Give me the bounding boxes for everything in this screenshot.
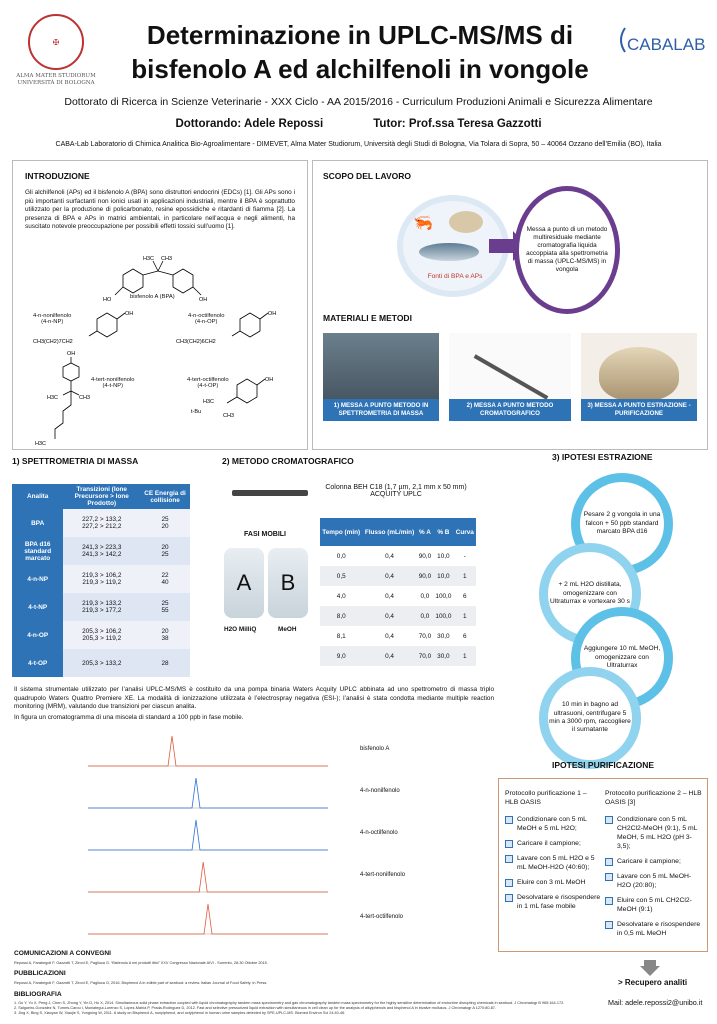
bib-heading: BIBLIOGRAFIA (14, 991, 62, 998)
scopo-box (312, 160, 708, 450)
ce-value: 38 (161, 635, 169, 642)
gradient-cell: 30,0 (437, 632, 450, 640)
chromatogram-trace (88, 736, 328, 766)
gradient-col-header: % A (417, 518, 434, 546)
fonti-label: Fonti di BPA e APs (427, 273, 483, 280)
gradient-cell: 0,4 (362, 606, 416, 626)
gradient-cell: 90,0 (418, 552, 432, 560)
bpa-label: bisfenolo A (BPA) (130, 294, 175, 300)
np-structure (33, 309, 143, 349)
table-row (320, 586, 476, 606)
checkbox-icon (605, 816, 613, 824)
gradient-cell: 70,0 (417, 646, 434, 666)
gradient-cell: 0,4 (362, 646, 416, 666)
analita-cell: 4-t-NP (12, 593, 63, 621)
gradient-cell: 0,4 (385, 552, 394, 560)
gradient-cell: 6 (462, 592, 467, 600)
gradient-cell: 1 (454, 606, 476, 626)
top-tbu: t-Bu (191, 409, 202, 415)
np-chain: CH3(CH2)7CH2 (33, 339, 73, 345)
purification-step-text: Eluire con 3 mL MeOH (517, 879, 586, 886)
analita-cell: BPA (12, 509, 63, 537)
ce-cell (140, 621, 190, 649)
top-oh: OH (265, 377, 274, 383)
trans-value: 219,3 > 106,2 (82, 572, 122, 579)
purificazione-heading: IPOTESI PURIFICAZIONE (552, 760, 655, 770)
gradient-cell: 0,5 (320, 566, 362, 586)
title-line2: bisfenolo A ed alchilfenoli in vongole (131, 54, 589, 84)
gradient-cell: - (463, 552, 466, 560)
spettrometria-col-header: Transizioni (Ione Precursore > Ione Prodotto) (63, 484, 140, 509)
bpa-structure (103, 253, 223, 313)
trans-cell (63, 649, 140, 677)
purification-step (505, 839, 601, 848)
checkbox-icon (605, 873, 613, 881)
purification-step (605, 896, 705, 914)
top-h3c: H3C (203, 399, 215, 405)
ce-cell (140, 565, 190, 593)
gradient-cell: 1 (454, 566, 476, 586)
purificazione-box (498, 778, 708, 952)
purification-step-text: Caricare il campione; (517, 840, 581, 847)
gradient-cell: 100,0 (433, 606, 453, 626)
scopo-circle-text: Messa a punto di un metodo multiresiduale mediante cromatografia liquida accoppiata alla spettrometria di massa (UPLC-MS/MS) in vongola (526, 226, 608, 273)
purification-step-text: Lavare con 5 mL H2O e 5 mL MeOH-H2O (40:60); (517, 855, 595, 871)
chromatogram (88, 728, 336, 940)
column-info: Colonna BEH C18 (1,7 µm, 2,1 mm x 50 mm) ACQUITY UPLC (325, 484, 467, 498)
checkbox-icon (505, 816, 513, 824)
trace-label: 4-n-octilfenolo (360, 830, 398, 836)
shrimp-icon: 🦐 (413, 215, 433, 232)
caba-logo-text: CABALAB (627, 35, 706, 54)
gradient-cell: 0,0 (417, 606, 434, 626)
gradient-cell: 0,0 (336, 552, 346, 560)
trace-label: 4-tert-nonilfenolo (360, 872, 406, 878)
unibo-line2: UNIVERSITÀ DI BOLOGNA (17, 80, 95, 86)
fasi-mobili: FASI MOBILI (244, 531, 286, 538)
purification-step (505, 815, 601, 833)
purification-step (605, 872, 705, 890)
extraction-step (548, 676, 632, 760)
trans-value: 227,2 > 133,2 (82, 516, 122, 523)
gradient-col-header: Flusso (mL/min) (362, 518, 416, 546)
gradient-cell: 4,0 (336, 592, 346, 600)
np-oh: OH (125, 311, 134, 317)
bib-entry: 1. Gu Y, Yu X, Peng J, Chen S, Zhong Y, Yin D, Hu X, 2014. Simultaneous solid phase extraction coupled with liquid chromatography tandem mass spectrometry and gas chromatography tandem mass spectrometry for the highly sensitive determination of endocrine disrupting chemicals in seafood. J Chromatogr B 965:164-172. (14, 1001, 565, 1005)
purification-step (505, 878, 601, 887)
checkbox-icon (605, 921, 613, 929)
bpa-ch3-left: H3C (143, 256, 155, 262)
clam-icon (449, 211, 483, 233)
gradient-col-header: Tempo (min) (320, 518, 362, 546)
checkbox-icon (505, 894, 513, 902)
tnp-label: 4-tert-nonilfenolo (4-t-NP) (91, 377, 135, 389)
pub-text: Repossi A, Farabegoli F, Gazzotti T, Zironi E, Pagliuca G, 2016. Bisphenol A in edible part of seafood: a review. Italian Journal of Food Safety. In Press. (14, 981, 268, 985)
materiali-heading: MATERIALI E METODI (323, 313, 412, 323)
ce-value: 25 (161, 516, 169, 523)
purification-step-text: Caricare il campione; (617, 858, 681, 865)
step3-caption: 3) MESSA A PUNTO ESTRAZIONE - PURIFICAZIONE (581, 399, 697, 421)
tnp-oh: OH (67, 351, 76, 357)
analita-cell: 4-t-OP (12, 649, 63, 677)
ce-value: 20 (161, 544, 169, 551)
bibliography (14, 1001, 604, 1016)
extraction-step-text: 10 min in bagno ad ultrasuoni, centrifugare 5 min a 3000 rpm, raccogliere il surnatante (549, 701, 631, 734)
purification-step (505, 854, 601, 872)
tnp-h3c-end: H3C (35, 441, 47, 447)
trans-value: 219,3 > 177,2 (82, 607, 122, 614)
gradient-col-header: % B (433, 518, 453, 546)
strumentale-text: Il sistema strumentale utilizzato per l’analisi UPLC-MS/MS è costituito da una pompa binaria Waters Acquity UPLC abbinata ad uno spettrometro di massa triplo quadrupolo Waters Quattro Premiere XE. La modalità di ionizzazione utilizzata è l’electrospray negativa (ESI-); l’analisi è stata condotta mediante multiple reaction monitoring (MRM), valutando due transizioni per ciascun analita. (14, 686, 494, 711)
estrazione-heading: 3) IPOTESI ESTRAZIONE (552, 452, 653, 462)
bottle-b-label: MeOH (278, 626, 297, 633)
poster-title (110, 18, 610, 86)
checkbox-icon (505, 879, 513, 887)
purification-step (605, 920, 705, 938)
trans-value: 241,3 > 142,2 (82, 551, 122, 558)
ce-cell (140, 509, 190, 537)
unibo-seal-icon: ✠ (28, 14, 84, 70)
trans-value: 205,3 > 119,2 (82, 635, 122, 642)
com-heading: COMUNICAZIONI A CONVEGNI (14, 950, 111, 957)
dottorando: Dottorando: Adele Repossi (175, 118, 324, 130)
cromatografia-heading: 2) METODO CROMATOGRAFICO (222, 456, 354, 466)
trace-label: bisfenolo A (360, 746, 390, 752)
trace-label: 4-tert-octilfenolo (360, 914, 404, 920)
checkbox-icon (505, 840, 513, 848)
bottle-a: A (224, 548, 264, 618)
gradient-cell: 10,0 (433, 566, 453, 586)
scopo-heading: SCOPO DEL LAVORO (323, 171, 412, 181)
gradient-cell: 0,4 (385, 592, 394, 600)
table-row (320, 626, 476, 646)
trans-value: 219,3 > 119,2 (82, 579, 122, 586)
extraction-step-text: Pesare 2 g vongola in una falcon + 50 ppb standard marcato BPA d16 (583, 511, 661, 536)
checkbox-icon (605, 897, 613, 905)
purification-step-text: Eluire con 5 mL CH2Cl2-MeOH (9:1) (617, 897, 692, 913)
gradient-cell: 0,0 (420, 592, 430, 600)
analita-cell: 4-n-OP (12, 621, 63, 649)
trans-value: 227,2 > 212,2 (82, 523, 122, 530)
top-structure (183, 373, 293, 423)
purification-step (505, 893, 601, 911)
top-ch3: CH3 (223, 413, 235, 419)
table-row (320, 646, 476, 666)
purification-step-text: Condizionare con 5 mL MeOH e 5 mL H2O; (517, 816, 587, 832)
purification-step-text: Condizionare con 5 mL CH2Cl2-MeOH (9:1), 5 mL MeOH, 5 mL H2O (pH 3-3,5); (617, 816, 698, 850)
gradient-table (320, 518, 476, 666)
ce-value: 25 (161, 600, 169, 607)
unibo-logo (10, 14, 102, 87)
analita-cell: 4-n-NP (12, 565, 63, 593)
step1-caption: 1) MESSA A PUNTO METODO IN SPETTROMETRIA DI MASSA (323, 399, 439, 421)
ce-cell (140, 537, 190, 565)
chromatogram-trace (88, 778, 328, 808)
trans-value: 205,3 > 106,2 (82, 628, 122, 635)
bpa-oh: OH (199, 297, 208, 303)
gradient-cell: 6 (462, 632, 467, 640)
trans-cell (63, 509, 140, 537)
spettrometria-table (12, 484, 190, 677)
table-row (320, 566, 476, 586)
tnp-h3c: H3C (47, 395, 59, 401)
step2-caption: 2) MESSA A PUNTO METODO CROMATOGRAFICO (449, 399, 571, 421)
chromatogram-trace (88, 862, 328, 892)
subtitle: Dottorato di Ricerca in Scienze Veterinarie - XXX Ciclo - AA 2015/2016 - Curriculum Produzioni Animali e Sicurezza Alimentare (64, 96, 653, 108)
gradient-col-header: Curva (454, 518, 476, 546)
trace-label: 4-n-nonilfenolo (360, 788, 400, 794)
tutor: Tutor: Prof.ssa Teresa Gazzotti (373, 118, 542, 130)
bottle-a-label: H2O MilliQ (224, 626, 257, 633)
trans-value: 241,3 > 223,3 (82, 544, 122, 551)
table-row (12, 621, 190, 649)
intro-text: Gli alchilfenoli (APs) ed il bisfenolo A (BPA) sono distruttori endocrini (EDCs) [1]. Gli APs sono i più importanti surfactanti non ionici usati in applicazioni industriali, mentre il BPA è soprattutto utilizzato per la produzione di policarbonato, resine epossidiche e ritardanti di fiamma [2]. La presenza di BPA e APs in matrici ambientali, in particolare nell’acqua e negli alimenti, ha suscitato notevole preoccupazione per possibili effetti tossici sull’uomo [1]. (25, 189, 295, 231)
ce-value: 20 (161, 628, 169, 635)
intro-box (12, 160, 308, 450)
affiliation: CABA-Lab Laboratorio di Chimica Analitica Bio-Agroalimentare - DIMEVET, Alma Mater Studiorum, Università degli Studi di Bologna, Via Tolara di Sopra, 50 – 40064 Ozzano dell’Emilia (BO), Italia (55, 141, 662, 148)
down-arrow-icon (640, 960, 660, 976)
com-text: Repossi A, Farabegoli F, Gazzotti T, Zironi E, Pagliuca G. “Bisfenolo A nei prodotti ittici” XXV Congresso Nazionale AIVI - Sorrento, 28-30 Ottobre 2015. (14, 961, 268, 965)
op-structure (176, 309, 286, 349)
gradient-cell: 0,4 (385, 632, 394, 640)
trans-value: 219,3 > 133,2 (82, 600, 122, 607)
ce-value: 20 (161, 523, 169, 530)
top-label: 4-tert-octilfenolo (4-t-OP) (187, 377, 229, 389)
table-row (12, 593, 190, 621)
trans-cell (63, 621, 140, 649)
bpa-ch3-right: CH3 (161, 256, 173, 262)
chrom-intro: In figura un cromatogramma di una miscela di standard a 100 ppb in fase mobile. (14, 714, 244, 721)
gradient-cell: 8,0 (320, 606, 362, 626)
mail-link[interactable]: Mail: adele.repossi2@unibo.it (608, 998, 703, 1007)
checkbox-icon (605, 858, 613, 866)
ce-value: 28 (161, 659, 169, 667)
purification-step-text: Desolvatare e risospendere in 0,5 mL MeOH (617, 921, 701, 937)
checkbox-icon (505, 855, 513, 863)
spettrometria-heading: 1) SPETTROMETRIA DI MASSA (12, 456, 139, 466)
p1-title: Protocollo purificazione 1 – HLB OASIS (505, 790, 587, 806)
np-label: 4-n-nonilfenolo (4-n-NP) (33, 313, 72, 325)
recupero-text: > Recupero analiti (618, 978, 688, 987)
gradient-cell: 70,0 (418, 632, 432, 640)
spettrometria-col-header: CE Energia di collisione (140, 484, 190, 509)
pub-heading: PUBBLICAZIONI (14, 970, 66, 977)
bottle-b: B (268, 548, 308, 618)
gradient-cell: 0,4 (362, 566, 416, 586)
purification-step-text: Desolvatare e risospendere in 1 mL fase mobile (517, 894, 601, 910)
unibo-line1: ALMA MATER STUDIORUM (16, 73, 96, 79)
bib-entry: 3. Jing X, Bing S, Xiaoyan W, Xiaojie S, Yongning W, 2011. A study on Bisphenol A, nonylphenol, and octylphenol in human urine samples detected by SPE-UPLC-MS. Biomed Environ Sci 24:40-46. (14, 1011, 346, 1015)
gradient-cell: 100,0 (435, 592, 452, 600)
extraction-step-text: + 2 mL H2O distillata, omogenizzare con Ultraturrax e vortexare 30 s (550, 581, 630, 606)
gradient-cell: 30,0 (433, 646, 453, 666)
seafood-image (403, 201, 503, 291)
trans-value: 205,3 > 133,2 (82, 659, 122, 667)
op-chain: CH3(CH2)6CH2 (176, 339, 216, 345)
table-row (12, 649, 190, 677)
extraction-step-text: Aggiungere 10 mL MeOH, omogenizzare con Ultraturrax (583, 645, 661, 670)
chromatogram-trace (88, 820, 328, 850)
analita-cell: BPA d16 standard marcato (12, 537, 63, 565)
intro-heading: INTRODUZIONE (25, 171, 90, 181)
cabalab-logo (615, 20, 707, 60)
table-row (320, 606, 476, 626)
op-oh: OH (268, 311, 277, 317)
scopo-circle (519, 191, 615, 309)
fish-icon (419, 243, 479, 261)
title-line1: Determinazione in UPLC-MS/MS di (146, 20, 574, 50)
ce-value: 22 (161, 572, 169, 579)
chromatogram-trace (88, 904, 328, 934)
table-row (12, 565, 190, 593)
table-row (12, 537, 190, 565)
table-row (12, 509, 190, 537)
gradient-cell: 10,0 (437, 552, 450, 560)
ce-cell (140, 593, 190, 621)
ce-cell (140, 649, 190, 677)
op-label: 4-n-octilfenolo (4-n-OP) (188, 313, 225, 325)
ce-value: 55 (161, 607, 169, 614)
gradient-cell: 9,0 (320, 646, 362, 666)
spettrometria-col-header: Analita (12, 484, 63, 509)
purification-step (605, 815, 705, 851)
tnp-structure (33, 347, 113, 447)
trans-cell (63, 593, 140, 621)
ce-value: 40 (161, 579, 169, 586)
table-row (320, 546, 476, 566)
p2-title: Protocollo purificazione 2 – HLB OASIS [3] (605, 790, 702, 806)
authors (10, 118, 707, 130)
ce-value: 25 (161, 551, 169, 558)
trans-cell (63, 537, 140, 565)
gradient-cell: 1 (454, 646, 476, 666)
bib-entry: 2. Salgueiro-González N, Turnes-Carou I, Muniategui-Lorenzo S, López-Mahía P, Prada-Rodríguez D, 2012. Fast and selective pressurized liquid extraction with simultaneous in cell clean up for the analysis of alkylphenols and bisphenol A in bivalve molluscs. J Chromatogr A 1270:80-87. (14, 1006, 496, 1010)
gradient-cell: 8,1 (336, 632, 346, 640)
purification-step-text: Lavare con 5 mL MeOH-H2O (20:80); (617, 873, 692, 889)
bpa-ho: HO (103, 297, 112, 303)
purification-step (605, 857, 705, 866)
tnp-ch3: CH3 (79, 395, 91, 401)
column-icon (232, 490, 308, 496)
trans-cell (63, 565, 140, 593)
gradient-cell: 90,0 (417, 566, 434, 586)
